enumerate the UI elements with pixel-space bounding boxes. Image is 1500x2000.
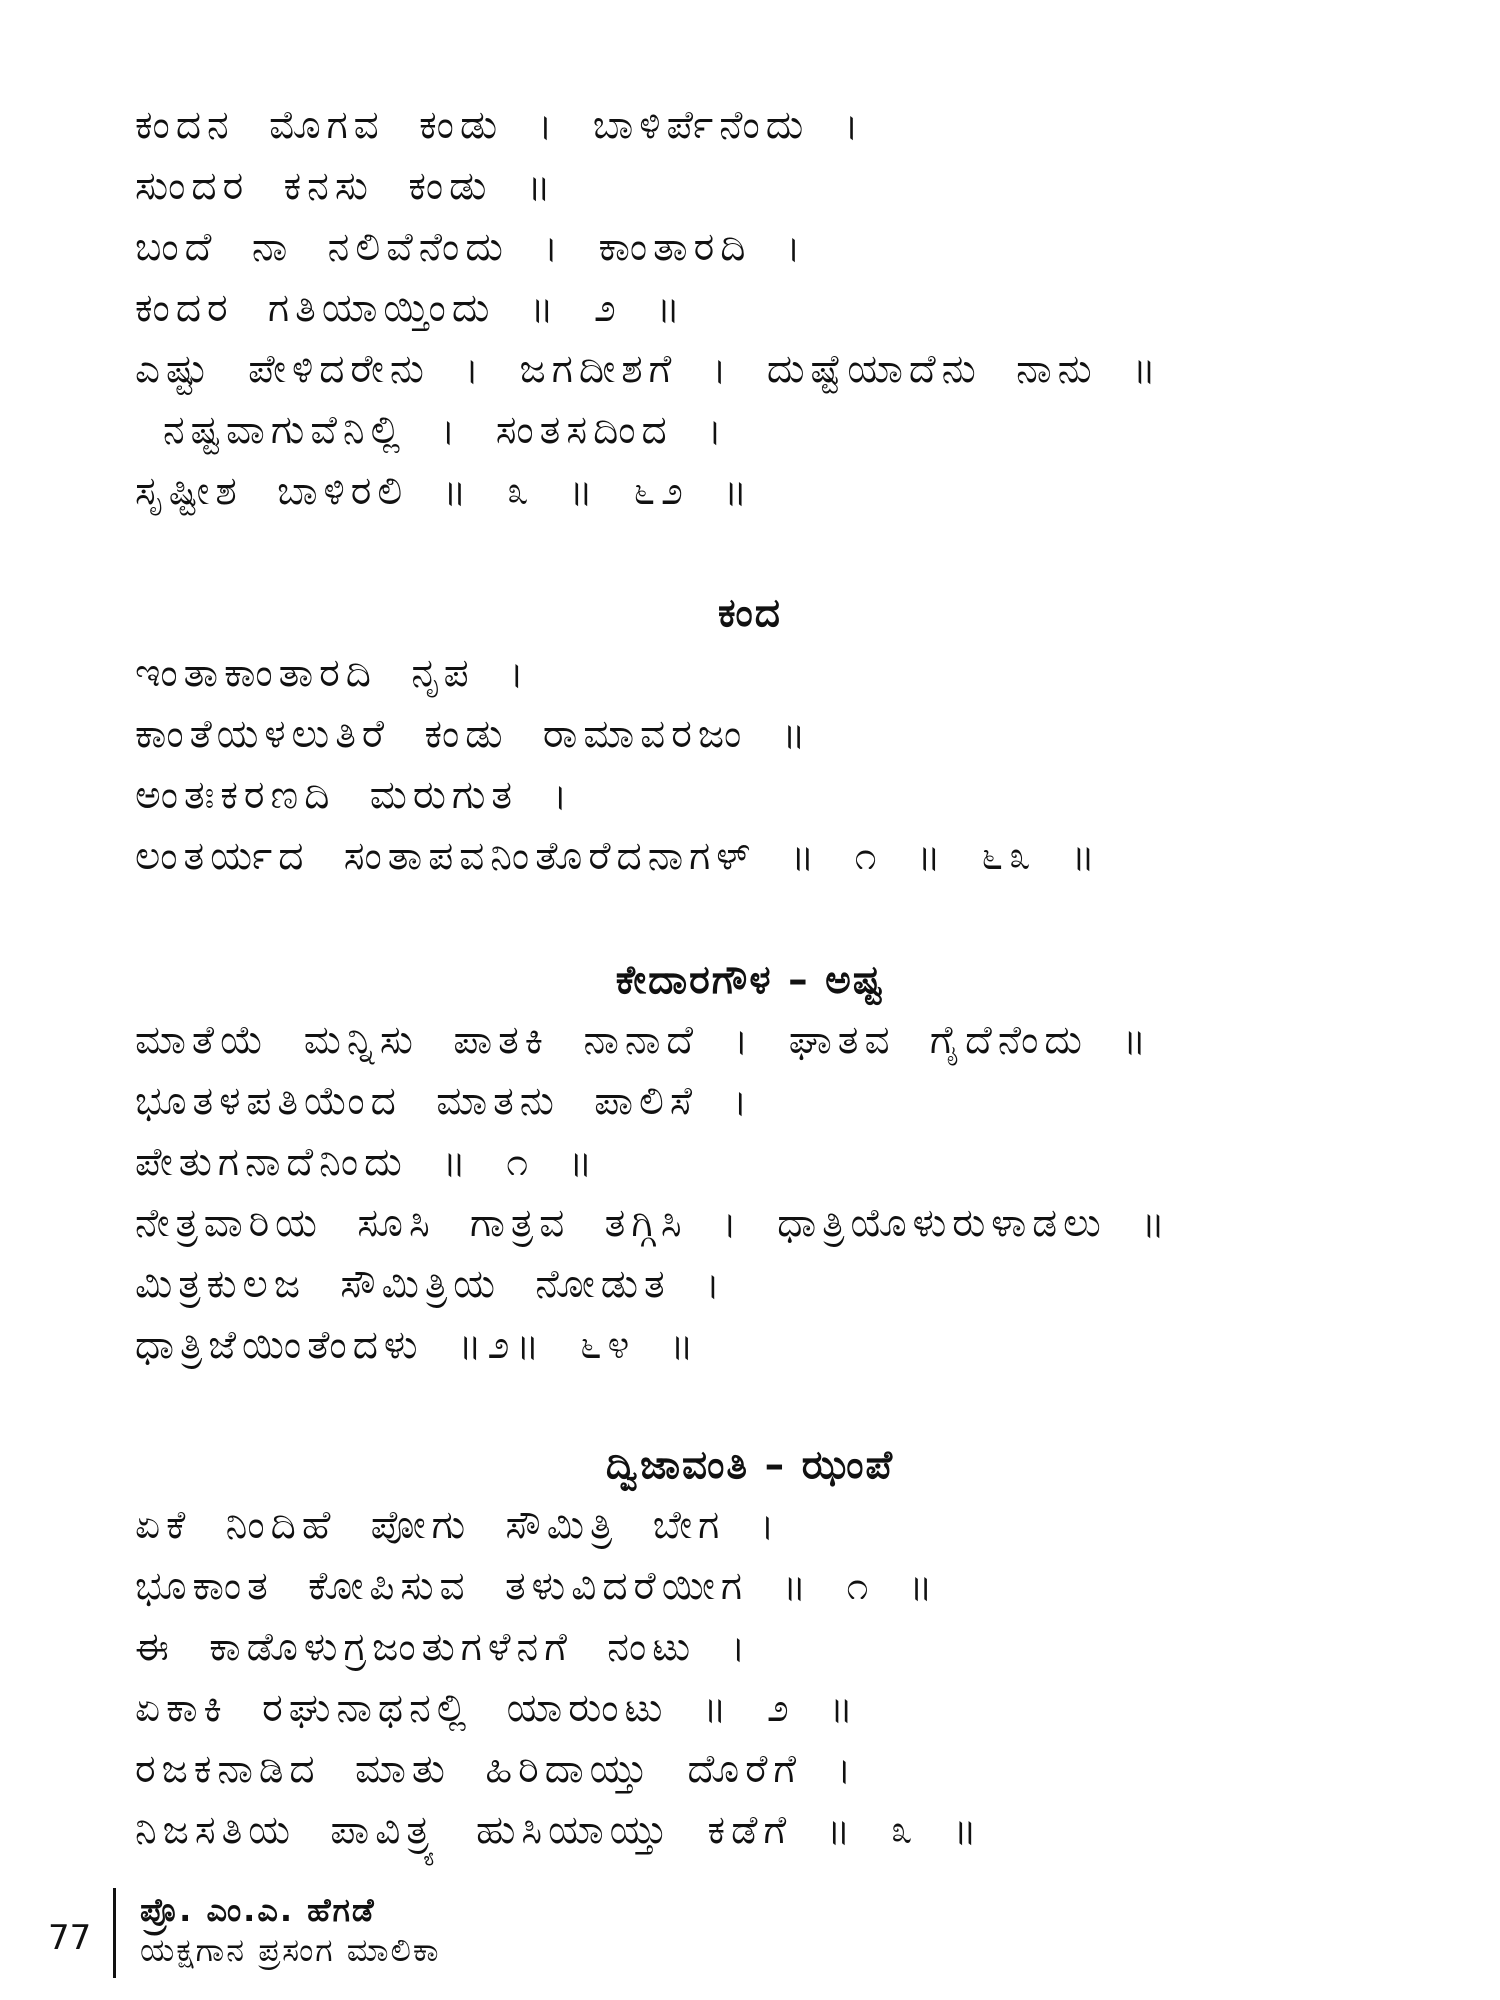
footer-author: ಪ್ರೊ. ಎಂ.ಎ. ಹೆಗಡೆ (140, 1891, 376, 1929)
verse-block-3 (135, 1010, 1385, 1376)
verse-line: ಲಂತರ್ಯದ ಸಂತಾಪವನಿಂತೊರೆದನಾಗಳ್ ॥ ೧ ॥ ೬೩ ॥ (135, 834, 1101, 879)
verse-line: ಪೇತುಗನಾದೆನಿಂದು ॥ ೧ ॥ (135, 1140, 599, 1185)
verse-block-1 (135, 95, 1385, 522)
verse-line: ಇಂತಾಕಾಂತಾರದಿ ನೃಪ । (135, 651, 530, 696)
verse-line: ಸೃಷ್ಟೀಶ ಬಾಳಿರಲಿ ॥ ೩ ॥ ೬೨ ॥ (135, 469, 754, 514)
page-number: 77 (48, 1918, 92, 1958)
verse-line: ರಜಕನಾಡಿದ ಮಾತು ಹಿರಿದಾಯ್ತು ದೊರೆಗೆ । (135, 1747, 858, 1792)
verse-line: ಭೂತಳಪತಿಯೆಂದ ಮಾತನು ಪಾಲಿಸೆ । (135, 1079, 754, 1124)
verse-line: ಬಂದೆ ನಾ ನಲಿವೆನೆಂದು । ಕಾಂತಾರದಿ । (135, 225, 807, 270)
verse-block-2 (135, 643, 1385, 887)
verse-line: ಭೂಕಾಂತ ಕೋಪಿಸುವ ತಳುವಿದರೆಯೀಗ ॥ ೧ ॥ (135, 1564, 939, 1609)
footer-divider (113, 1888, 116, 1978)
verse-line: ಕಂದನ ಮೊಗವ ಕಂಡು । ಬಾಳಿರ್ಪೆನೆಂದು । (135, 103, 865, 148)
section-heading-dvijavanti: ದ್ವಿಜಾವಂತಿ – ಝಂಪೆ (605, 1443, 895, 1488)
section-heading-kanda: ಕಂದ (717, 591, 783, 636)
verse-line: ಕಾಂತೆಯಳಲುತಿರೆ ಕಂಡು ರಾಮಾವರಜಂ ॥ (135, 712, 812, 757)
verse-line: ಈ ಕಾಡೊಳುಗ್ರಜಂತುಗಳೆನಗೆ ನಂಟು । (135, 1625, 752, 1670)
footer-credits (140, 1890, 1040, 1970)
footer-book-title: ಯಕ್ಷಗಾನ ಪ್ರಸಂಗ ಮಾಲಿಕಾ (140, 1931, 441, 1969)
verse-line: ಮಿತ್ರಕುಲಜ ಸೌಮಿತ್ರಿಯ ನೋಡುತ । (135, 1262, 726, 1307)
verse-line: ಧಾತ್ರಿಜೆಯಿಂತೆಂದಳು ॥೨॥ ೬೪ ॥ (135, 1323, 700, 1368)
verse-line: ಎಷ್ಟು ಪೇಳಿದರೇನು । ಜಗದೀಶಗೆ । ದುಷ್ಟೆಯಾದೆನು ನಾನು ॥ (135, 347, 1162, 392)
verse-block-4 (135, 1495, 1385, 1861)
verse-line: ಏಕಾಕಿ ರಘುನಾಥನಲ್ಲಿ ಯಾರುಂಟು ॥ ೨ ॥ (135, 1686, 859, 1731)
verse-line: ಸುಂದರ ಕನಸು ಕಂಡು ॥ (135, 164, 557, 209)
verse-line: ನೇತ್ರವಾರಿಯ ಸೂಸಿ ಗಾತ್ರವ ತಗ್ಗಿಸಿ । ಧಾತ್ರಿಯೊಳುರುಳಾಡಲು ॥ (135, 1201, 1171, 1246)
verse-line: ನಿಜಸತಿಯ ಪಾವಿತ್ರ್ಯ ಹುಸಿಯಾಯ್ತು ಕಡೆಗೆ ॥ ೩ ॥ (135, 1808, 983, 1853)
verse-line: ಅಂತಃಕರಣದಿ ಮರುಗುತ । (135, 773, 574, 818)
verse-line: ಕಂದರ ಗತಿಯಾಯ್ತಿಂದು ॥ ೨ ॥ (135, 286, 687, 331)
verse-line: ಮಾತೆಯೆ ಮನ್ನಿಸು ಪಾತಕಿ ನಾನಾದೆ । ಘಾತವ ಗೈದೆನೆಂದು ॥ (135, 1018, 1153, 1063)
section-heading-kedaragaula: ಕೇದಾರಗೌಳ – ಅಷ್ಟ (615, 958, 885, 1003)
verse-line: ನಷ್ಟವಾಗುವೆನಿಲ್ಲಿ । ಸಂತಸದಿಂದ । (163, 408, 728, 453)
verse-line: ಏಕೆ ನಿಂದಿಹೆ ಪೋಗು ಸೌಮಿತ್ರಿ ಬೇಗ । (135, 1503, 781, 1548)
